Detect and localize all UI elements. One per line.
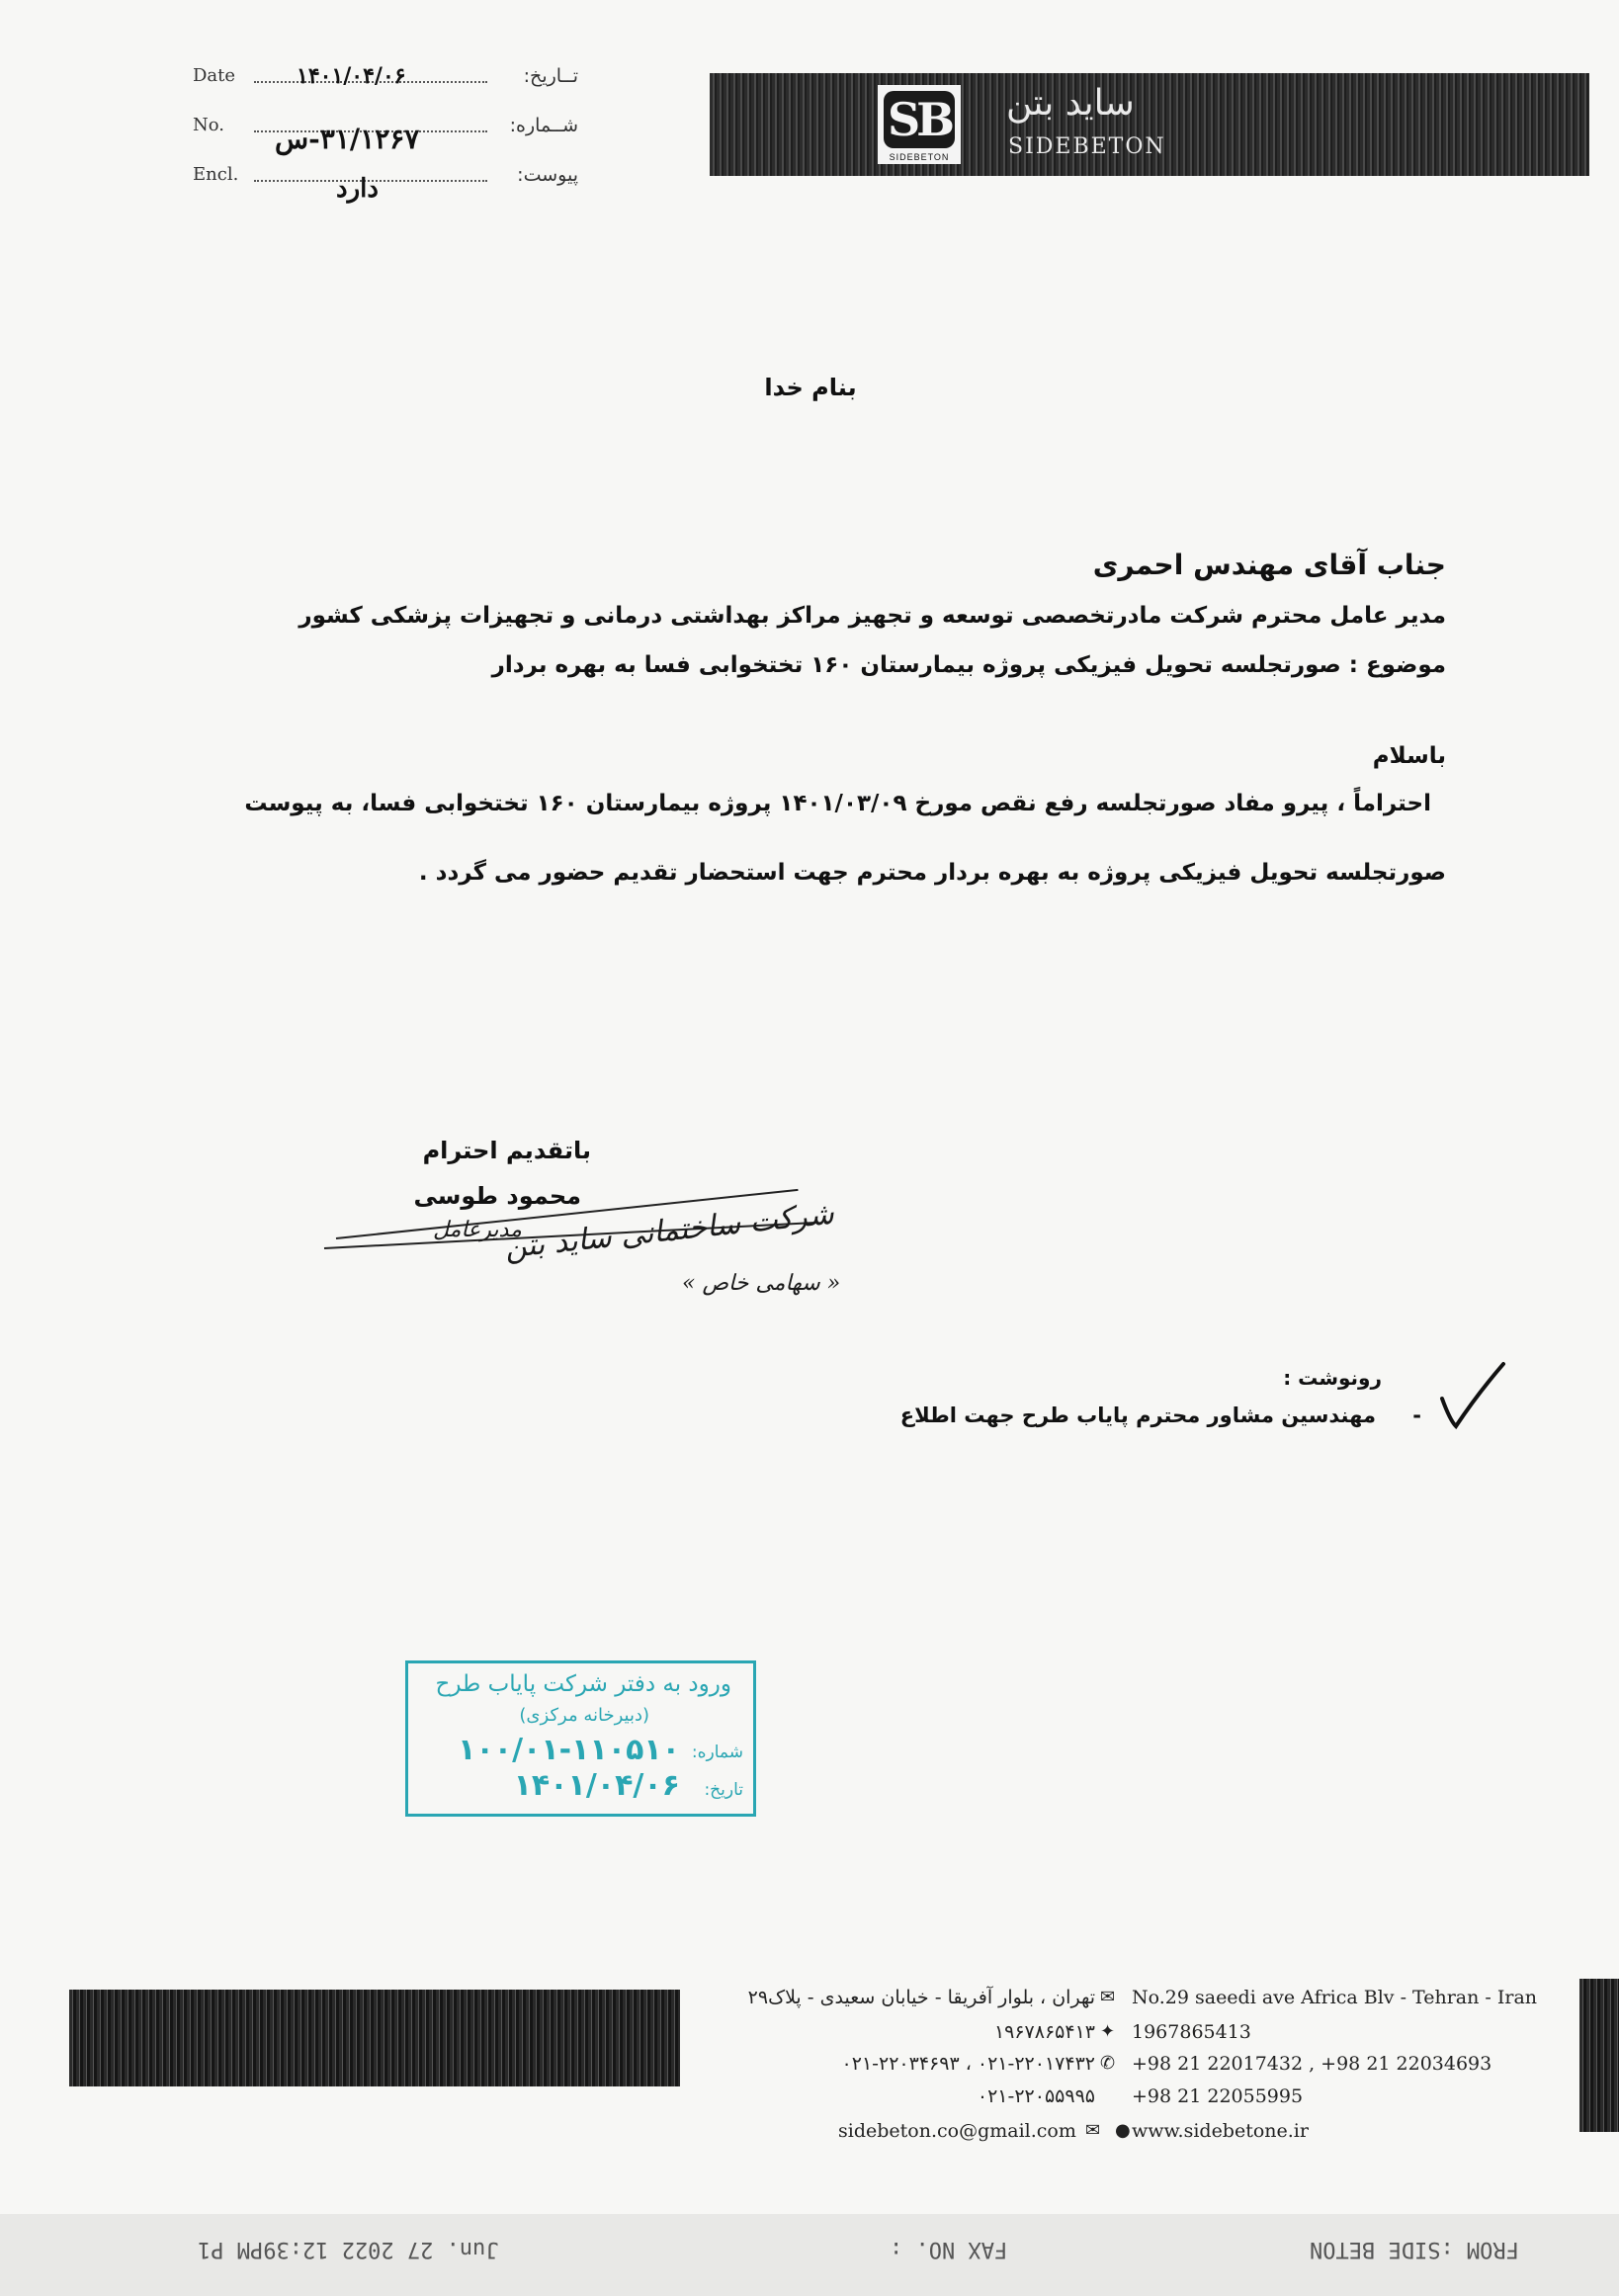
footer-phone-en: +98 21 22017432 , +98 21 22034693 bbox=[1132, 2053, 1492, 2075]
encl-label-fa: پیوست: bbox=[517, 164, 578, 186]
recipient: جناب آقای مهندس احمری bbox=[1092, 549, 1446, 581]
letterhead-logo-band bbox=[710, 73, 1589, 176]
footer-fax-en: +98 21 22055995 bbox=[1132, 2085, 1304, 2107]
cc-item bbox=[900, 1403, 1421, 1427]
footer-fax-fa: ۰۲۱-۲۲۰۵۵۹۹۵ bbox=[977, 2085, 1095, 2107]
signature-note: « سهامی خاص » bbox=[682, 1271, 841, 1296]
footer-phone-fa: ۰۲۱-۲۲۰۱۷۴۳۲ ، ۰۲۱-۲۲۰۳۴۶۹۳ bbox=[841, 2053, 1095, 2075]
number-label-fa: شــماره: bbox=[509, 115, 578, 136]
encl-row bbox=[193, 160, 578, 194]
web-icon: ● bbox=[1115, 2120, 1131, 2141]
stamp-number-label: شماره: bbox=[691, 1743, 743, 1762]
date-value: ۱۴۰۱/۰۴/۰۶ bbox=[297, 63, 406, 89]
footer-address-fa: تهران ، بلوار آفریقا - خیابان سعیدی - پلاک۲۹ bbox=[747, 1987, 1095, 2008]
subject-line: موضوع : صورتجلسه تحویل فیزیکی پروژه بیمارستان ۱۶۰ تختخوابی فسا به بهره بردار bbox=[491, 652, 1446, 678]
stamp-number-value: ۱۰۰/۰۱-۱۱۰۵۱۰ bbox=[458, 1733, 680, 1767]
body-line-1: احتراماً ، پیرو مفاد صورتجلسه رفع نقص مورخ ۱۴۰۱/۰۳/۰۹ پروژه بیمارستان ۱۶۰ تختخوابی فسا، به پیوست bbox=[244, 791, 1431, 816]
number-label-en: No. bbox=[193, 115, 224, 135]
company-name-en: SIDEBETON bbox=[1008, 134, 1166, 159]
cc-bullet: - bbox=[1412, 1403, 1421, 1427]
postal-icon: ✦ bbox=[1100, 2021, 1116, 2042]
footer-email: sidebeton.co@gmail.com bbox=[838, 2120, 1076, 2142]
footer-postal-fa: ۱۹۶۷۸۶۵۴۱۳ bbox=[993, 2021, 1095, 2043]
stamp-date-value: ۱۴۰۱/۰۴/۰۶ bbox=[513, 1768, 680, 1803]
footer-decor-bar-right bbox=[1579, 1979, 1619, 2132]
stamp-title: ورود به دفتر شرکت پایاب طرح bbox=[435, 1671, 731, 1697]
footer-address-en: No.29 saeedi ave Africa Blv - Tehran - Iran bbox=[1132, 1987, 1538, 2008]
email-icon: ✉ bbox=[1085, 2120, 1101, 2141]
phone-icon: ✆ bbox=[1100, 2053, 1116, 2074]
fax-number-label: FAX NO. : bbox=[890, 2237, 1008, 2261]
footer-website: www.sidebetone.ir bbox=[1132, 2120, 1309, 2142]
logo-mark: SB bbox=[887, 93, 952, 146]
encl-label-en: Encl. bbox=[193, 164, 239, 185]
signer-role: مدیرعامل bbox=[433, 1218, 522, 1242]
cc-label: رونوشت : bbox=[1283, 1366, 1382, 1390]
recipient-title: مدیر عامل محترم شرکت مادرتخصصی توسعه و تجهیز مراکز بهداشتی درمانی و تجهیزات پزشکی کشور bbox=[298, 603, 1446, 629]
location-icon: ✉ bbox=[1100, 1987, 1116, 2007]
footer-decor-bar-left bbox=[69, 1990, 680, 2086]
closing: باتقدیم احترام bbox=[422, 1137, 591, 1164]
received-stamp bbox=[405, 1660, 756, 1817]
encl-value: دارد bbox=[336, 174, 379, 204]
body-line-2: صورتجلسه تحویل فیزیکی پروژه به بهره بردار محترم جهت استحضار تقدیم حضور می گردد . bbox=[418, 860, 1446, 886]
cc-item-text: مهندسین مشاور محترم پایاب طرح جهت اطلاع bbox=[899, 1403, 1376, 1427]
fax-timestamp: Jun. 27 2022 12:39PM P1 bbox=[198, 2237, 499, 2261]
company-name-fa: ساید بتن bbox=[1006, 83, 1135, 124]
fax-from: FROM :SIDE BETON bbox=[1310, 2237, 1519, 2261]
stamp-subtitle: (دبیرخانه مرکزی) bbox=[519, 1705, 649, 1726]
signer-name: محمود طوسی bbox=[413, 1182, 581, 1210]
checkmark-icon bbox=[1438, 1359, 1507, 1433]
footer-postal-en: 1967865413 bbox=[1132, 2021, 1251, 2043]
greeting: باسلام bbox=[1372, 743, 1446, 769]
number-value: ۳۱/۱۲۶۷-س bbox=[275, 123, 420, 155]
company-logo bbox=[878, 85, 961, 164]
stamp-date-label: تاریخ: bbox=[704, 1780, 743, 1800]
signature-company: شرکت ساختمانی ساید بتن bbox=[503, 1196, 836, 1266]
date-label-en: Date bbox=[193, 65, 236, 86]
date-label-fa: تــاریخ: bbox=[523, 65, 578, 87]
logo-mark-caption: SIDEBETON bbox=[889, 152, 950, 162]
invocation: بنام خدا bbox=[764, 374, 857, 401]
